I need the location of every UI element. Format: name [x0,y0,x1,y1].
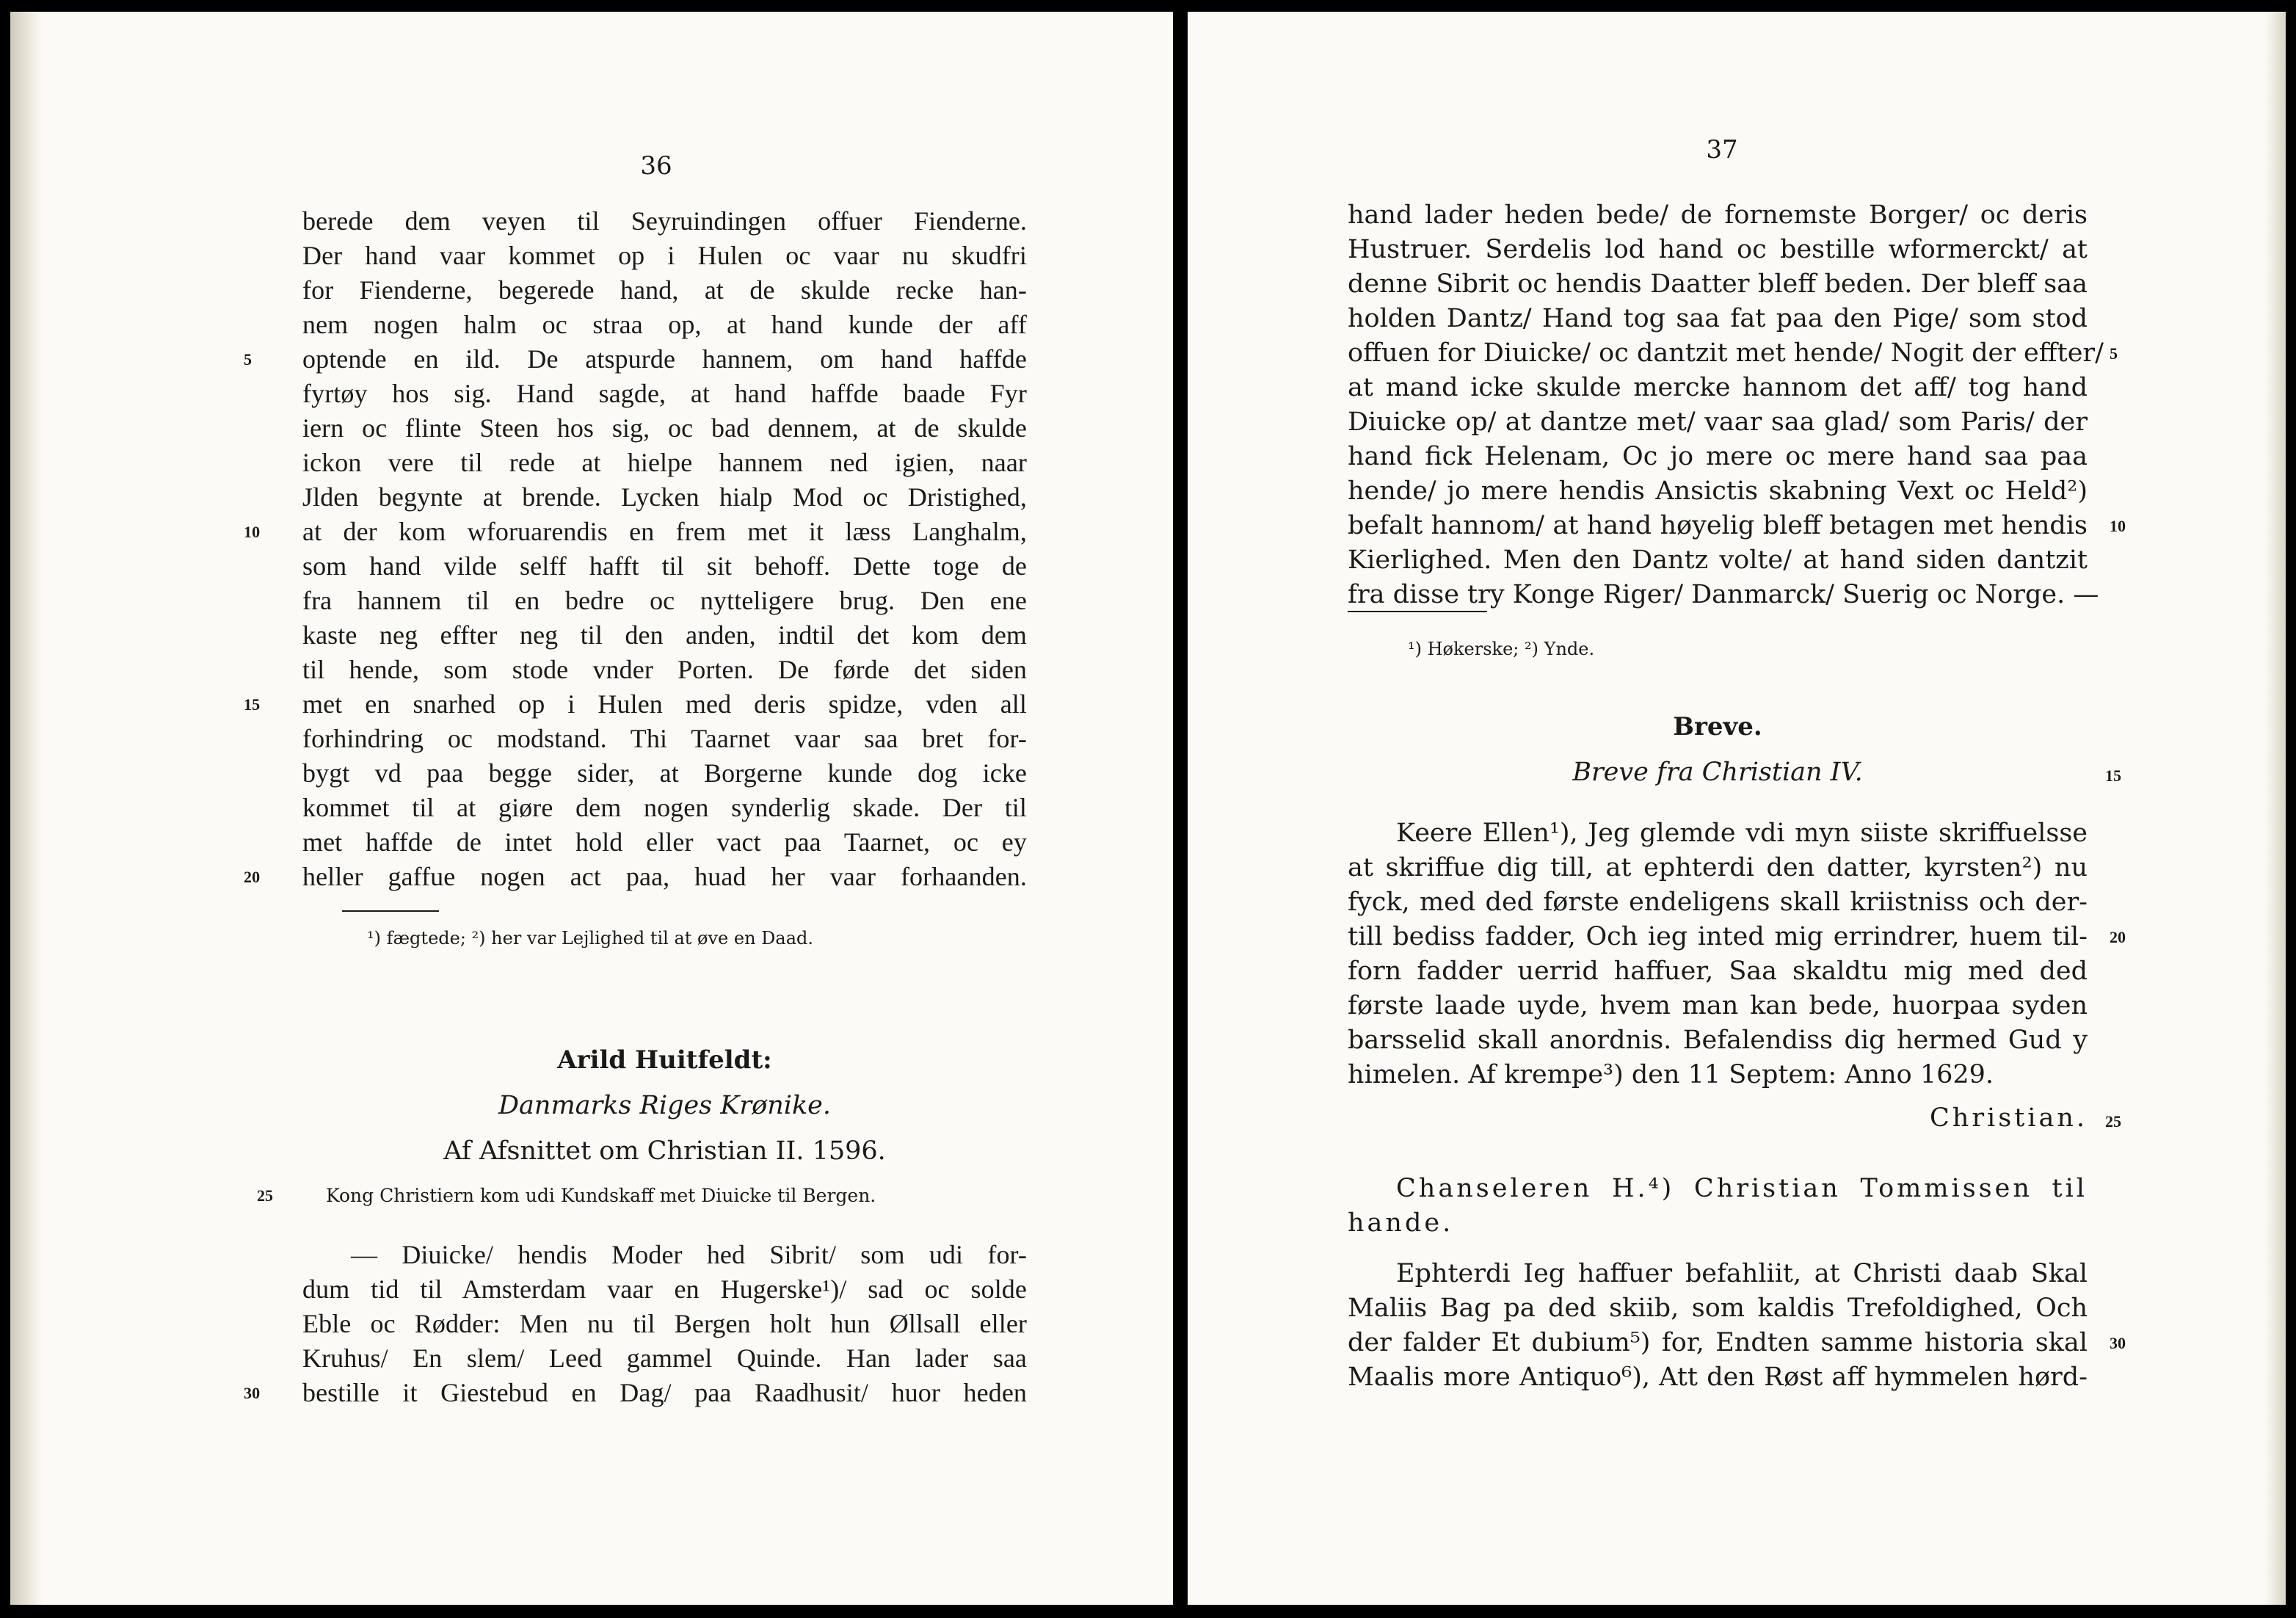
section-heading: Breve. [1673,712,1762,741]
text-line: Hustruer. Serdelis lod hand oc bestille wformerckt/ at [1348,235,2088,264]
text-line: Chanseleren H.⁴) Christian Tommissen til [1396,1174,2088,1203]
text-line: fra disse try Konge Riger/ Danmarck/ Suerig oc Norge. — [1348,580,2099,609]
text-line: heller gaffue nogen act paa, huad her vaar forhaanden. 20 [302,860,1027,894]
line-number: 20 [2110,928,2126,946]
text-line: forhindring oc modstand. Thi Taarnet vaar saa bret for- [302,724,1027,753]
text-line: at mand icke skulde mercke hannom det aff/ tog hand [1348,373,2088,402]
line-number: 30 [244,1384,261,1402]
text-line: fyck, med ded første endeligens skall kriistniss och der- [1348,888,2088,917]
text-line: forn fadder uerrid haffuer, Saa skaldtu mig med ded [1348,957,2088,986]
text-line: optende en ild. De atspurde hannem, om hand haffde 5 [302,342,1027,377]
line-number: 30 [2110,1334,2126,1352]
text-line: hand fick Helenam, Oc jo mere oc mere hand saa paa [1348,442,2088,471]
text-line: fyrtøy hos sig. Hand sagde, at hand haffde baade Fyr [302,379,1027,408]
page-number: 37 [1706,135,1738,164]
text-line: hende/ jo mere hendis Ansictis skabning Vext oc Held²) [1348,476,2088,506]
line-number: 20 [244,868,261,886]
text-line: barsselid skall anordnis. Befalendiss dig hermed Gud y [1348,1026,2088,1055]
signature: Christian. [1930,1103,2088,1133]
text-line: at skriffue dig till, at ephterdi den datter, kyrsten²) nu [1348,853,2088,882]
line-number: 15 [2105,766,2121,785]
text-line: Ephterdi Ieg haffuer befahliit, at Christi daab Skal [1396,1259,2088,1288]
right-page [1188,12,2286,1605]
text-line: Maalis more Antiquo⁶), Att den Røst aff hymmelen hørd- [1348,1363,2088,1392]
body-text [1348,198,2126,612]
text-line: befalt hannom/ at hand høyelig bleff betagen met hendis 10 [1348,509,2088,543]
text-line: holden Dantz/ Hand tog saa fat paa den Pige/ som stod [1348,304,2088,333]
text-line: Maliis Bag pa ded skiib, som kaldis Trefoldighed, Och [1348,1294,2088,1323]
text-line: Kruhus/ En slem/ Leed gammel Quinde. Han lader saa [302,1343,1027,1373]
text-line: kaste neg effter neg til den anden, indtil det kom dem [302,620,1027,650]
line-number: 15 [244,695,261,714]
text-line: ickon vere til rede at hielpe hannem ned igien, naar [302,448,1027,477]
text-line: Keere Ellen¹), Jeg glemde vdi myn siiste skriffuelsse [1396,819,2088,848]
text-line: offuen for Diuicke/ oc dantzit met hende/ Nogit der effter/ 5 [1348,336,2088,371]
text-line: till bediss fadder, Och ieg inted mig errindrer, huem til- 20 [1348,920,2088,954]
text-line: iern oc flinte Steen hos sig, oc bad dennem, at de skulde [302,413,1027,443]
text-line: himelen. Af krempe³) den 11 Septem: Anno 1629. [1348,1060,1994,1089]
text-line: til hende, som stode vnder Porten. De førde det siden [302,655,1027,684]
text-line: Diuicke op/ at dantze met/ vaar saa glad/ som Paris/ der [1348,407,2088,437]
section-subtitle: Danmarks Riges Krønike. [498,1091,832,1120]
line-number: 5 [2110,344,2118,363]
text-line: Der hand vaar kommet op i Hulen oc vaar nu skudfri [302,241,1027,270]
text-line: at der kom wforuarendis en frem met it læss Langhalm, 10 [302,515,1027,549]
text-line: hande. [1348,1208,1454,1238]
text-line: fra hannem til en bedre oc nytteligere brug. Den ene [302,586,1027,615]
line-number: 25 [257,1186,273,1205]
letter-text [1348,1257,2126,1395]
text-line: for Fienderne, begerede hand, at de skulde recke han- [302,275,1027,305]
footnote: ¹) fægtede; ²) her var Lejlighed til at øve en Daad. [367,928,814,948]
text-line: dum tid til Amsterdam vaar en Hugerske¹)/ sad oc solde [302,1274,1027,1304]
section-subhead: Af Afsnittet om Christian II. 1596. [443,1136,886,1166]
text-line: Kierlighed. Men den Dantz volte/ at hand siden dantzit [1348,545,2088,575]
section-heading: Arild Huitfeldt: [557,1045,772,1075]
text-line: berede dem veyen til Seyruindingen offuer Fienderne. [302,206,1027,236]
text-line: bygt vd paa begge sider, at Borgerne kunde dog icke [302,758,1027,788]
text-line: Jlden begynte at brende. Lycken hialp Mod oc Dristighed, [302,482,1027,512]
text-line: som hand vilde selff hafft til sit behoff. Dette toge de [302,551,1027,581]
left-page [10,12,1173,1605]
text-line: første laade uyde, hvem man kan bede, huorpaa syden [1348,991,2088,1020]
body-text [244,204,1027,894]
text-line: der falder Et dubium⁵) for, Endten samme historia skal 30 [1348,1326,2088,1360]
section-summary: Kong Christiern kom udi Kundskaff met Diuicke til Bergen. [326,1185,876,1206]
text-line: bestille it Giestebud en Dag/ paa Raadhusit/ huor heden 30 [302,1376,1027,1410]
text-line: Eble oc Rødder: Men nu til Bergen holt hun Øllsall eller [302,1309,1027,1338]
section-subtitle: Breve fra Christian IV. [1572,758,1863,787]
line-number: 5 [244,350,253,369]
text-line: — Diuicke/ hendis Moder hed Sibrit/ som udi for- [351,1240,1027,1269]
letter-address [1348,1172,2088,1241]
text-line: kommet til at giøre dem nogen synderlig skade. Der til [302,793,1027,822]
footnote-rule [342,910,439,912]
text-line: hand lader heden bede/ de fornemste Borger/ oc deris [1348,200,2088,230]
letter-text [1348,816,2126,1092]
tail-text [244,1238,1027,1410]
page-number: 36 [640,151,672,181]
line-number: 10 [2110,517,2126,535]
line-number: 25 [2105,1112,2121,1131]
text-line: nem nogen halm oc straa op, at hand kunde der aff [302,310,1027,339]
line-number: 10 [244,523,261,541]
text-line: met haffde de intet hold eller vact paa Taarnet, oc ey [302,827,1027,857]
text-line: met en snarhed op i Hulen med deris spidze, vden all 15 [302,687,1027,722]
text-line: denne Sibrit oc hendis Daatter bleff beden. Der bleff saa [1348,269,2088,299]
footnote-rule [1348,611,1487,612]
footnote: ¹) Høkerske; ²) Ynde. [1408,639,1595,659]
